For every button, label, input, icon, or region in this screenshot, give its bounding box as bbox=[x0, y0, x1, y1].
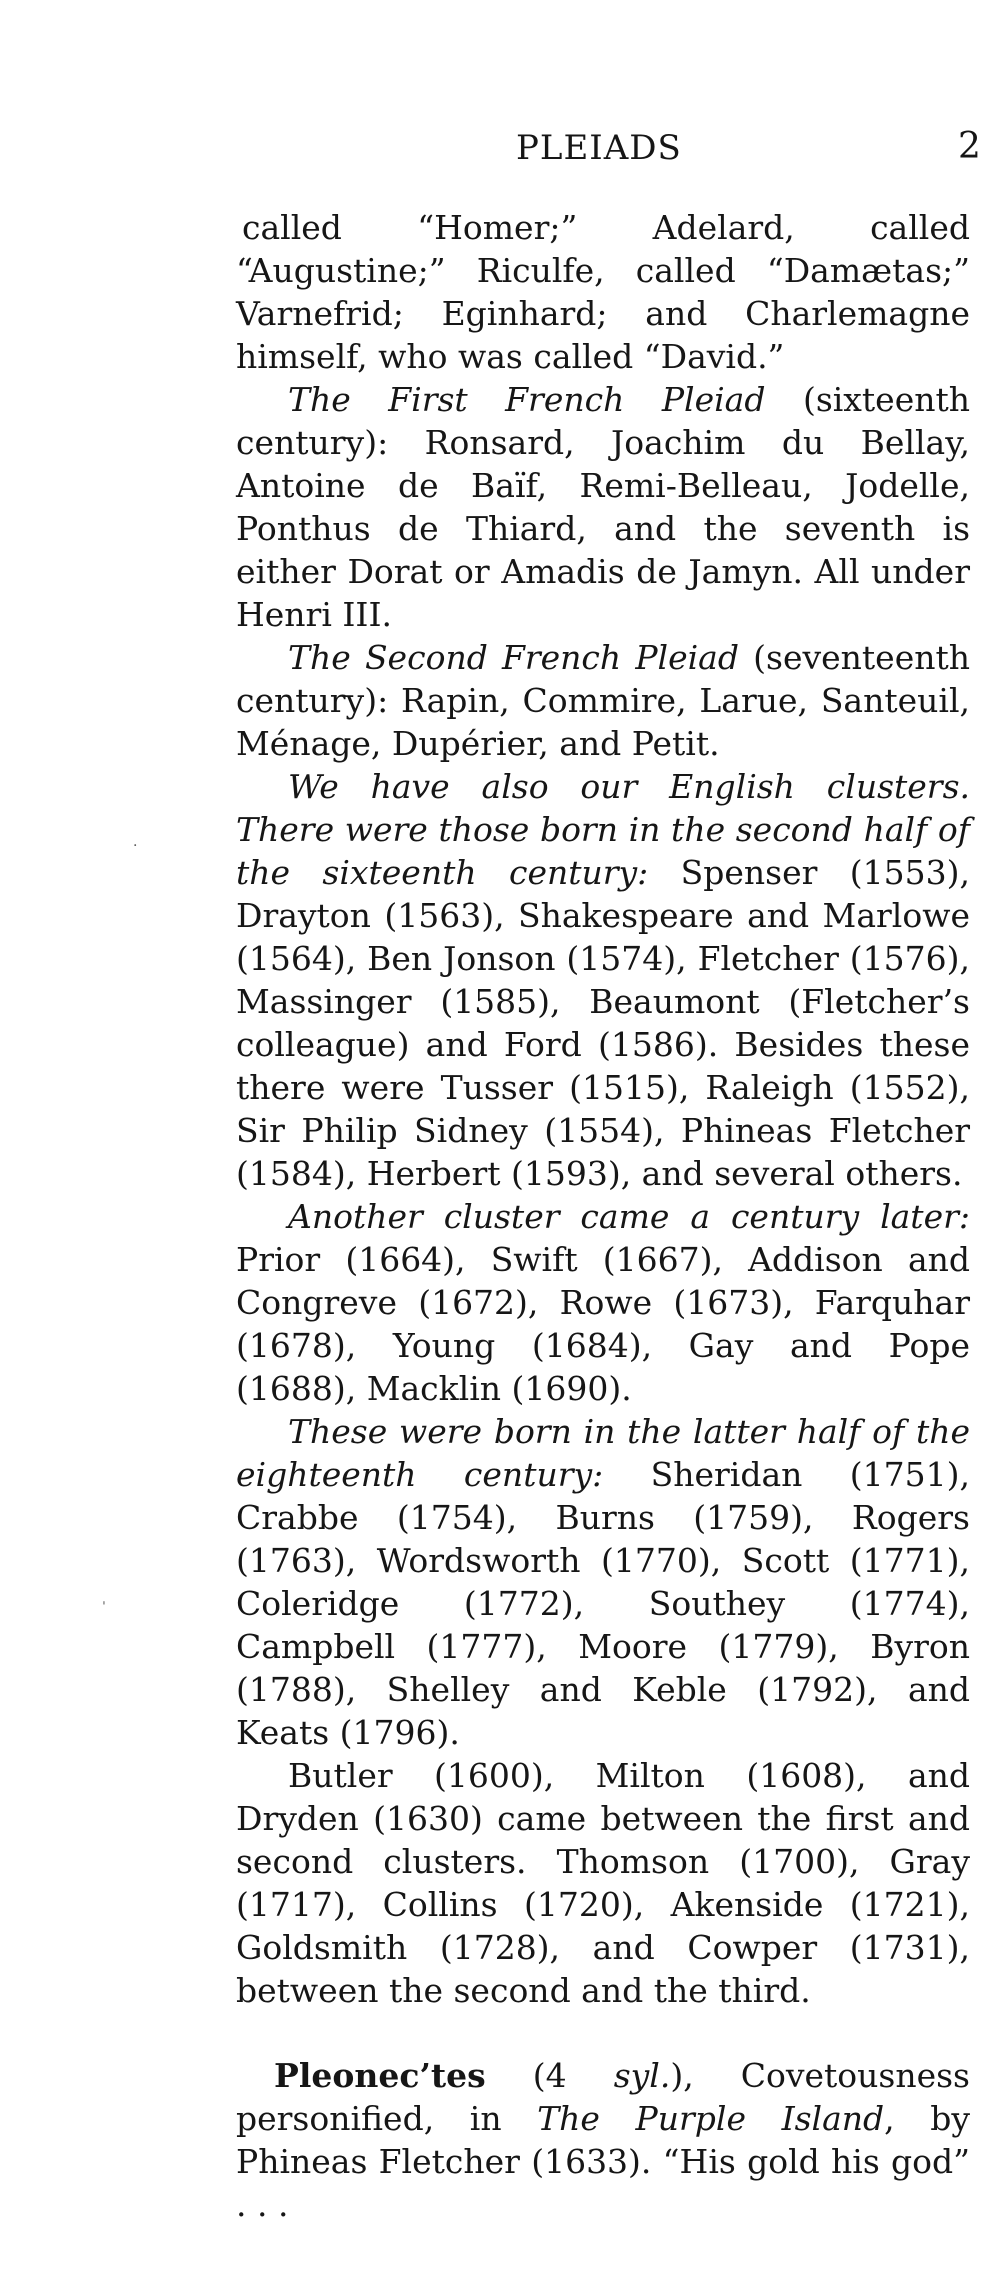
entry-work-title: The Purple Island bbox=[537, 2099, 885, 2138]
paragraph-text: (sixteenth century): Ronsard, Joachim du Bellay, Antoine de Baïf, Remi-Belleau, Jodelle, Ponthus de Thiard, and the seventh is either Dorat or Amadis de Jamyn. All under Henri III. bbox=[236, 380, 971, 634]
paragraph-second-french-pleiad bbox=[236, 636, 970, 765]
print-speck: ˈ bbox=[102, 1600, 106, 1616]
paragraph-text: Butler (1600), Milton (1608), and Dryden (1630) came between the first and second clusters. Thomson (1700), Gray (1717), Collins (1720), Akenside (1721), Goldsmith (1728), and Cowper (1731), between the second and the third. bbox=[236, 1756, 970, 2010]
paragraph-continuation bbox=[236, 206, 970, 378]
paragraph-text: Prior (1664), Swift (1667), Addison and Congreve (1672), Rowe (1673), Farquhar (1678), Young (1684), Gay and Pope (1688), Macklin (1690). bbox=[236, 1240, 970, 1408]
paragraph-lead: These were born in the latter half of the eighteenth century: bbox=[236, 1412, 970, 1494]
paragraph-lead: The First French Pleiad bbox=[288, 380, 766, 419]
entry-syllables-abbr: syl. bbox=[613, 2056, 671, 2095]
paragraph-lead: Another cluster came a century later: bbox=[288, 1197, 970, 1236]
entry-syllables-close: ), Covetousness personified, in bbox=[236, 2056, 970, 2138]
entry-syllables-open: (4 bbox=[485, 2056, 614, 2095]
entry-text: , by Phineas Fletcher (1633). “His gold his god” . . . bbox=[236, 2099, 970, 2224]
paragraph-text: Spenser (1553), Drayton (1563), Shakespeare and Marlowe (1564), Ben Jonson (1574), Fletcher (1576), Massinger (1585), Beaumont (Fletcher’s colleague) and Ford (1586). Besides these there were Tusser (1515), Raleigh (1552), Sir Philip Sidney (1554), Phineas Fletcher (1584), Herbert (1593), and several others. bbox=[236, 853, 970, 1193]
text-column bbox=[236, 206, 970, 2226]
paragraph-lead: The Second French Pleiad bbox=[288, 638, 739, 677]
running-head bbox=[0, 120, 1000, 180]
paragraph-first-french-pleiad bbox=[236, 378, 970, 636]
entry-term: Pleonec’tes bbox=[274, 2056, 486, 2095]
paragraph-second-cluster bbox=[236, 1195, 970, 1410]
page-number: 2 bbox=[958, 126, 981, 167]
paragraph-text: (seventeenth century): Rapin, Commire, Larue, Santeuil, Ménage, Dupérier, and Petit. bbox=[236, 638, 970, 763]
paragraph-text: Sheridan (1751), Crabbe (1754), Burns (1759), Rogers (1763), Wordsworth (1770), Scott (1771), Coleridge (1772), Southey (1774), Campbell (1777), Moore (1779), Byron (1788), Shelley and Keble (1792), and Keats (1796). bbox=[236, 1455, 970, 1752]
paragraph-between-clusters bbox=[236, 1754, 970, 2012]
dictionary-entry-pleonectes bbox=[236, 2054, 970, 2226]
paragraph-third-cluster bbox=[236, 1410, 970, 1754]
running-title: PLEIADS bbox=[516, 128, 682, 168]
paragraph-lead: We have also our English clusters. There were those born in the second half of the sixteenth century: bbox=[236, 767, 970, 892]
paragraph-text: called “Homer;” Adelard, called “Augustine;” Riculfe, called “Damætas;” Varnefrid; Eginhard; and Charlemagne himself, who was called “David.” bbox=[236, 208, 970, 376]
print-speck: · bbox=[133, 838, 138, 854]
paragraph-english-clusters bbox=[236, 765, 970, 1195]
